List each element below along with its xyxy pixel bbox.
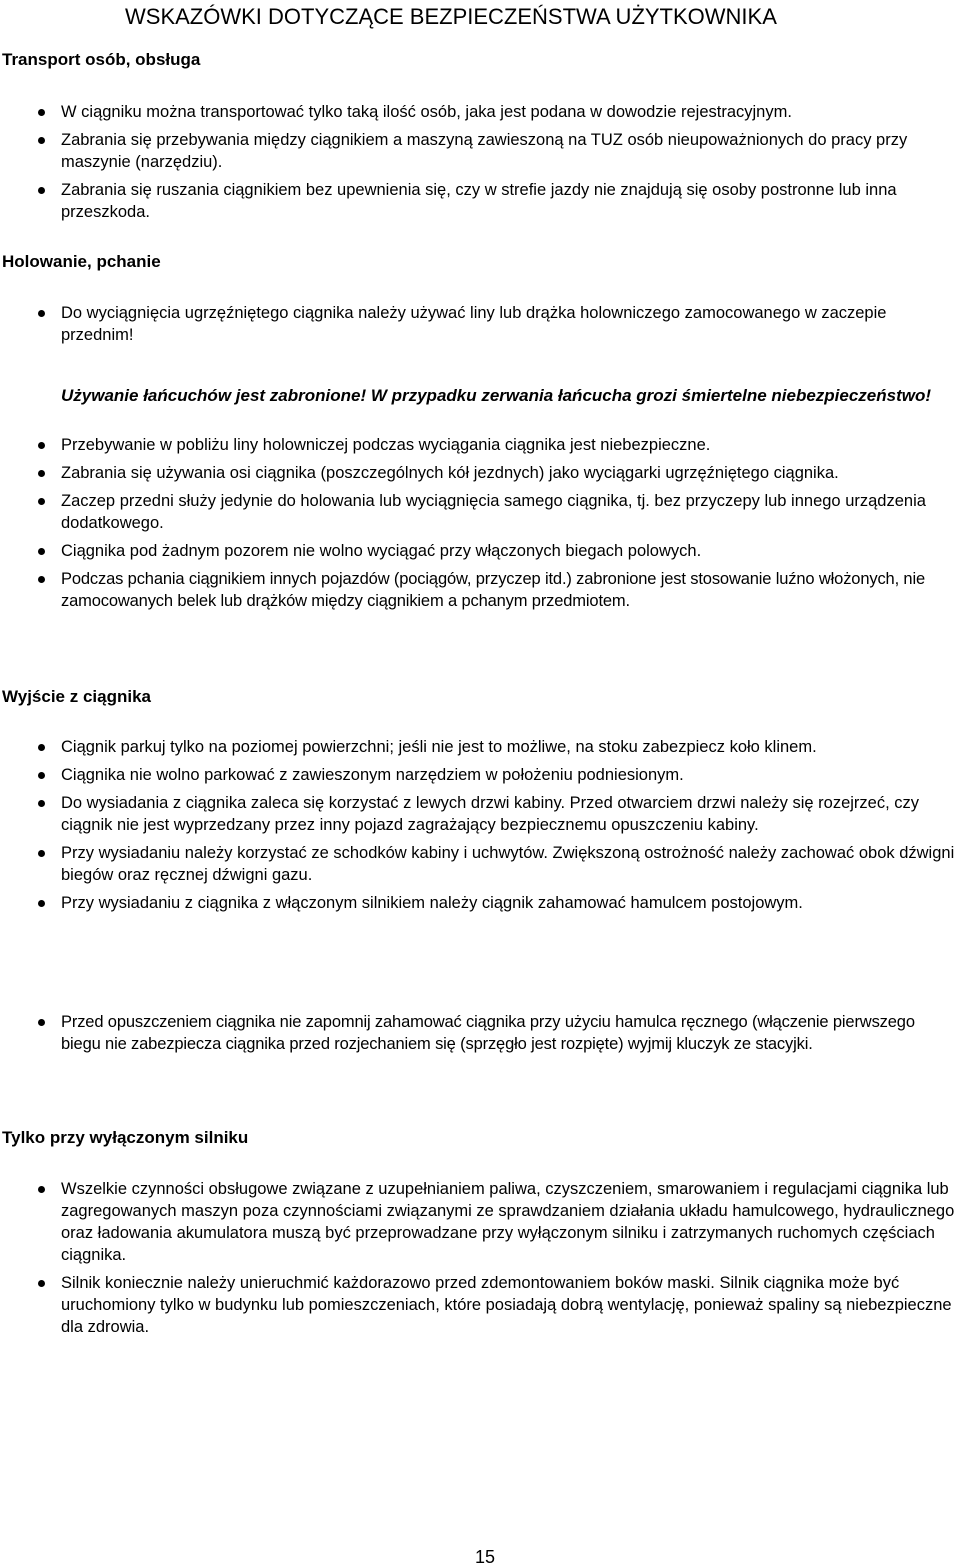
section-heading-towing: Holowanie, pchanie bbox=[2, 252, 161, 271]
bullet-icon bbox=[38, 800, 45, 807]
list-item bbox=[0, 129, 960, 173]
bullet-icon bbox=[38, 744, 45, 751]
bullet-icon bbox=[38, 772, 45, 779]
bullet-icon bbox=[38, 187, 45, 194]
list-item-text: Wszelkie czynności obsługowe związane z uzupełnianiem paliwa, czyszczeniem, smarowaniem i regulacjami ciągnika lub zagregowanych maszyn poza czynnościami związanymi ze sprawdzaniem działania układu hamulcowego, hydraulicznego oraz ładowania akumulatora muszą być przeprowadzane przy wyłączonym silniku i zatrzymanych ruchomych częściach ciągnika. bbox=[61, 1180, 955, 1264]
bullet-icon bbox=[38, 109, 45, 116]
list-item bbox=[0, 1011, 960, 1055]
bullet-icon bbox=[38, 310, 45, 317]
list-item bbox=[0, 434, 960, 456]
list-item bbox=[0, 179, 960, 223]
list-item-text: Zabrania się ruszania ciągnikiem bez upewnienia się, czy w strefie jazdy nie znajdują się osoby postronne lub inna przeszkoda. bbox=[61, 181, 897, 221]
list-item bbox=[0, 101, 960, 123]
section-heading-exit: Wyjście z ciągnika bbox=[2, 687, 151, 706]
list-item bbox=[0, 540, 960, 562]
list-item-text: Przy wysiadaniu z ciągnika z włączonym silnikiem należy ciągnik zahamować hamulcem postojowym. bbox=[61, 894, 803, 912]
chain-warning: Używanie łańcuchów jest zabronione! W przypadku zerwania łańcucha grozi śmiertelne niebezpieczeństwo! bbox=[61, 386, 932, 405]
list-item-text: Zabrania się przebywania między ciągnikiem a maszyną zawieszoną na TUZ osób nieupoważnionych do pracy przy maszynie (narzędziu). bbox=[61, 131, 908, 171]
bullet-icon bbox=[38, 900, 45, 907]
towing-list bbox=[0, 434, 960, 618]
list-item-text: W ciągniku można transportować tylko taką ilość osób, jaka jest podana w dowodzie rejestracyjnym. bbox=[61, 103, 792, 121]
list-item bbox=[0, 568, 960, 612]
list-item-text: Przed opuszczeniem ciągnika nie zapomnij zahamować ciągnika przy użyciu hamulca ręcznego (włączenie pierwszego biegu nie zabezpiecza ciągnika przed rozjechaniem się (sprzęgło jest rozpięte) wyjmij kluczyk ze stacyjki. bbox=[61, 1013, 915, 1053]
list-item bbox=[0, 764, 960, 786]
section-heading-transport: Transport osób, obsługa bbox=[2, 50, 201, 69]
list-item bbox=[0, 1178, 960, 1266]
list-item bbox=[0, 302, 960, 346]
page-number: 15 bbox=[474, 1547, 496, 1567]
list-item bbox=[0, 1272, 960, 1338]
bullet-icon bbox=[38, 498, 45, 505]
list-item-text: Ciągnik parkuj tylko na poziomej powierzchni; jeśli nie jest to możliwe, na stoku zabezpiecz koło klinem. bbox=[61, 738, 817, 756]
list-item bbox=[0, 892, 960, 914]
list-item-text: Podczas pchania ciągnikiem innych pojazdów (pociągów, przyczep itd.) zabronione jest stosowanie luźno włożonych, nie zamocowanych belek lub drążków między ciągnikiem a pchanym przedmiotem. bbox=[61, 570, 926, 610]
bullet-icon bbox=[38, 1019, 45, 1026]
bullet-icon bbox=[38, 442, 45, 449]
list-item-text: Do wyciągnięcia ugrzęźniętego ciągnika należy używać liny lub drążka holowniczego zamocowanego w zaczepie przednim! bbox=[61, 304, 887, 344]
bullet-icon bbox=[38, 137, 45, 144]
page-title: WSKAZÓWKI DOTYCZĄCE BEZPIECZEŃSTWA UŻYTKOWNIKA bbox=[125, 4, 777, 29]
exit-list bbox=[0, 736, 960, 920]
bullet-icon bbox=[38, 850, 45, 857]
bullet-icon bbox=[38, 576, 45, 583]
towing-intro-list bbox=[0, 302, 960, 352]
section-heading-engine-off: Tylko przy wyłączonym silniku bbox=[2, 1128, 249, 1147]
list-item bbox=[0, 462, 960, 484]
list-item bbox=[0, 842, 960, 886]
list-item bbox=[0, 792, 960, 836]
bullet-icon bbox=[38, 470, 45, 477]
list-item bbox=[0, 736, 960, 758]
bullet-icon bbox=[38, 1280, 45, 1287]
bullet-icon bbox=[38, 1186, 45, 1193]
list-item-text: Do wysiadania z ciągnika zaleca się korzystać z lewych drzwi kabiny. Przed otwarciem drzwi należy się rozejrzeć, czy ciągnik nie jest wyprzedzany przez inny pojazd zagrażający bezpiecznemu opuszczeniu kabiny. bbox=[61, 794, 919, 834]
exit-extra-list bbox=[0, 1011, 960, 1061]
list-item-text: Przy wysiadaniu należy korzystać ze schodków kabiny i uchwytów. Zwiększoną ostrożność należy zachować obok dźwigni biegów oraz ręcznej dźwigni gazu. bbox=[61, 844, 955, 884]
bullet-icon bbox=[38, 548, 45, 555]
list-item-text: Ciągnika pod żadnym pozorem nie wolno wyciągać przy włączonych biegach polowych. bbox=[61, 542, 702, 560]
engine-off-list bbox=[0, 1178, 960, 1344]
list-item-text: Zabrania się używania osi ciągnika (poszczególnych kół jezdnych) jako wyciągarki ugrzęźniętego ciągnika. bbox=[61, 464, 839, 482]
list-item-text: Zaczep przedni służy jedynie do holowania lub wyciągnięcia samego ciągnika, tj. bez przyczepy lub innego urządzenia dodatkowego. bbox=[61, 492, 926, 532]
list-item-text: Przebywanie w pobliżu liny holowniczej podczas wyciągania ciągnika jest niebezpieczne. bbox=[61, 436, 711, 454]
list-item-text: Silnik koniecznie należy unieruchmić każdorazowo przed zdemontowaniem boków maski. Silnik ciągnika może być uruchomiony tylko w budynku lub pomieszczeniach, które posiadają dobrą wentylację, ponieważ spaliny są niebezpieczne dla zdrowia. bbox=[61, 1274, 952, 1336]
list-item-text: Ciągnika nie wolno parkować z zawieszonym narzędziem w położeniu podniesionym. bbox=[61, 766, 684, 784]
transport-list bbox=[0, 101, 960, 229]
list-item bbox=[0, 490, 960, 534]
